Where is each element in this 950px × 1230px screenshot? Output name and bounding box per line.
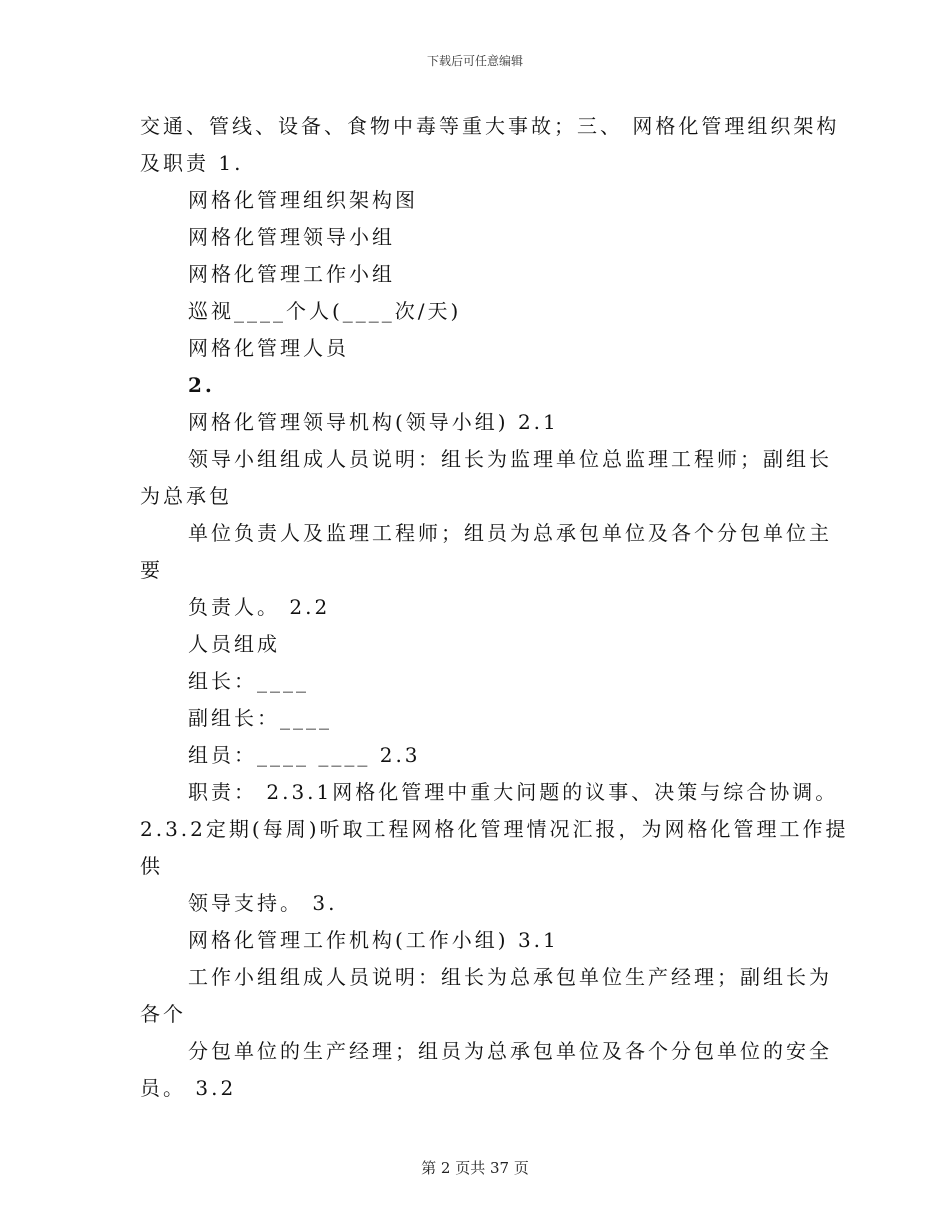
page-footer: 第 2 页共 37 页 [421,1159,529,1177]
text-line: 网格化管理领导机构(领导小组) 2.1 [188,410,559,434]
text-line: 分包单位的生产经理；组员为总承包单位及各个分包单位的安全 [188,1039,832,1063]
text-line: 人员组成 [188,632,280,656]
text-line: 单位负责人及监理工程师；组员为总承包单位及各个分包单位主 [188,521,832,545]
text-line: 员。 3.2 [140,1076,237,1100]
document-body [140,108,849,1107]
text-line: 各个 [140,1002,186,1026]
text-line: 及职责 1. [140,151,244,175]
text-line: 网格化管理领导小组 [188,225,395,249]
text-line: 组长：____ [188,669,309,693]
text-line: 负责人。 2.2 [188,595,331,619]
text-line: 网格化管理工作小组 [188,262,395,286]
text-line: 工作小组组成人员说明：组长为总承包单位生产经理；副组长为 [188,965,832,989]
text-line: 网格化管理工作机构(工作小组) 3.1 [188,928,559,952]
text-line: 领导支持。 3. [188,891,338,915]
text-line: 网格化管理组织架构图 [188,188,418,212]
text-line: 供 [140,854,163,878]
page-header: 下载后可任意编辑 [426,54,523,68]
text-line: 组员：____ ____ 2.3 [188,743,421,767]
text-line: 为总承包 [140,484,232,508]
text-line: 交通、管线、设备、食物中毒等重大事故；三、 网格化管理组织架构 [140,114,840,138]
text-line: 要 [140,558,163,582]
section-number: 2. [188,373,215,397]
text-line: 职责： 2.3.1网格化管理中重大问题的议事、决策与综合协调。 [188,780,839,804]
text-line: 2.3.2定期(每周)听取工程网格化管理情况汇报，为网格化管理工作提 [140,817,849,841]
text-line: 巡视____个人(____次/天) [188,299,462,323]
text-line: 网格化管理人员 [188,336,349,360]
text-line: 领导小组组成人员说明：组长为监理单位总监理工程师；副组长 [188,447,832,471]
text-line: 副组长：____ [188,706,332,730]
